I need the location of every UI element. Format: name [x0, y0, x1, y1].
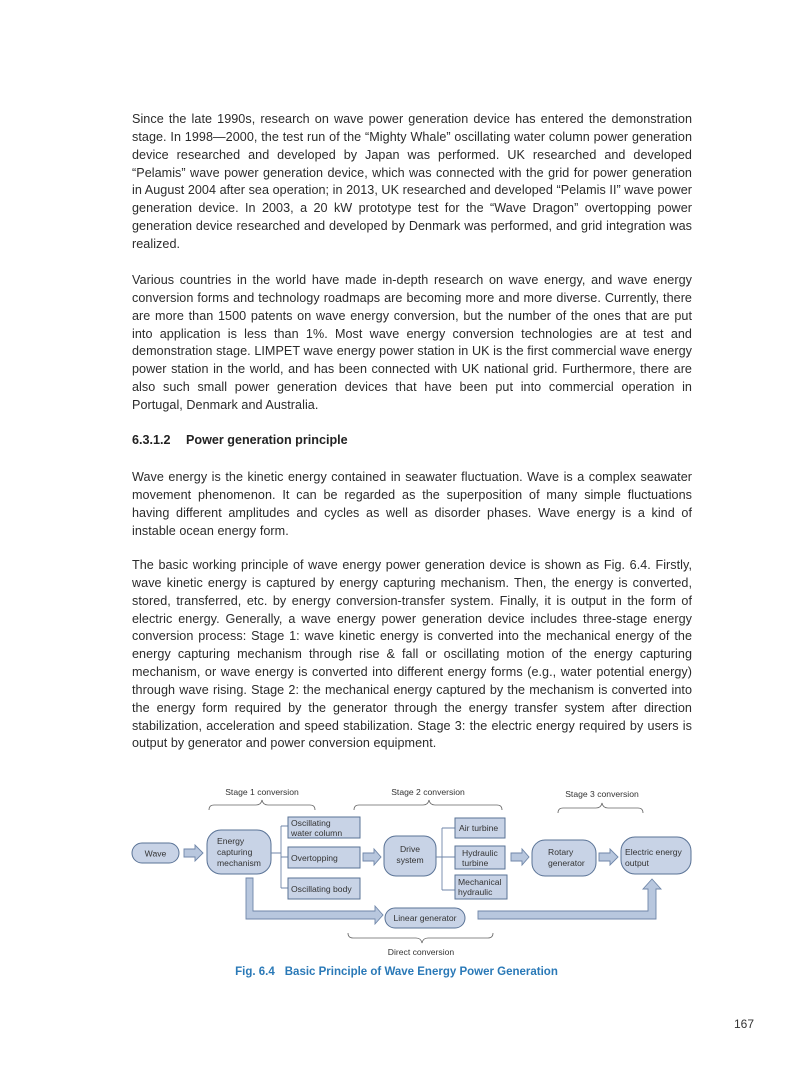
- arrow-to-rotary-generator: [511, 849, 529, 865]
- figure-label: Fig. 6.4: [235, 966, 275, 978]
- arrow-to-electric-output: [599, 849, 618, 865]
- node-air-turbine: [455, 818, 505, 838]
- stage1-brace: [209, 787, 315, 810]
- node-energy-capturing-mechanism: [207, 830, 271, 874]
- svg-text:Air turbine: Air turbine: [459, 823, 499, 833]
- svg-text:Electric energy: Electric energy: [625, 847, 682, 857]
- node-linear-generator: [385, 908, 465, 928]
- node-overtopping: [288, 847, 360, 868]
- figure-wave-energy-diagram: [0, 780, 793, 980]
- direct-conversion-label: Direct conversion: [387, 947, 455, 957]
- svg-text:mechanism: mechanism: [217, 858, 261, 868]
- stage2-label: Stage 2 conversion: [391, 787, 465, 797]
- node-oscillating-body: [288, 878, 360, 899]
- svg-text:generator: generator: [548, 858, 585, 868]
- stage2-brace: [354, 787, 502, 810]
- svg-text:Overtopping: Overtopping: [291, 853, 338, 863]
- svg-text:hydraulic: hydraulic: [458, 887, 493, 897]
- svg-text:Energy: Energy: [217, 836, 245, 846]
- node-wave: [132, 843, 179, 863]
- figure-caption-text: Basic Principle of Wave Energy Power Generation: [284, 966, 558, 978]
- node-oscillating-water-column: [288, 817, 360, 838]
- section-number: 6.3.1.2: [132, 433, 171, 447]
- paragraph-global-research: Various countries in the world have made in-depth research on wave energy, and wave energy conversion forms and technology roadmaps are becoming more and more diverse. Currently, there are more than 1500 patents on wave energy conversion, but the number of the ones that are put into application is less than 1%. Most wave energy conversion technologies are at test and demonstration stage. LIMPET wave energy power station in UK is the first commercial wave energy power station in the world, and has been connected with UK national grid. Furthermore, there are also such small power generation devices that have been put into commercial operation in Portugal, Denmark and Australia.: [132, 273, 692, 412]
- svg-text:Oscillating: Oscillating: [291, 818, 331, 828]
- stage3-brace: [558, 789, 643, 813]
- paragraph-working-principle: The basic working principle of wave energy power generation device is shown as Fig. 6.4. Firstly, wave kinetic energy is captured by energy capturing mechanism. Then, the energy is converted, stored, transferred, etc. by energy conversion-transfer system. Finally, it is output in the form of electric energy. Generally, a wave energy power generation device includes three-stage energy conversion process: Stage 1: wave kinetic energy is converted into the mechanical energy of the energy capturing mechanism through rise & fall or oscillating motion of the energy capturing mechanism, or wave energy is converted into different energy forms (e.g., water potential energy) through wave rising. Stage 2: the mechanical energy captured by the mechanism is converted into the energy form required by the generator through the energy transfer system after direction stabilization, acceleration and speed stabilization. Stage 3: the electric energy required by users is output by generator and power conversion equipment.: [132, 558, 692, 751]
- svg-text:system: system: [396, 855, 424, 865]
- paragraph-history: Since the late 1990s, research on wave power generation device has entered the demonstration stage. In 1998—2000, the test run of the “Mighty Whale” oscillating water column power generation device researched and developed by Japan was performed. UK researched and developed “Pelamis” wave power generation device, which was connected with the grid for power generation in August 2004 after sea operation; in 2013, UK researched and developed “Pelamis II” wave power generation device. In 2003, a 20 kW prototype test for the “Wave Dragon” overtopping power generation device researched and developed by Denmark was performed, and grid integration was realized.: [132, 112, 692, 251]
- node-drive-system: [384, 836, 436, 876]
- node-hydraulic-turbine: [455, 846, 505, 869]
- svg-text:output: output: [625, 858, 649, 868]
- section-heading: [132, 433, 348, 447]
- svg-text:turbine: turbine: [462, 858, 489, 868]
- svg-text:Mechanical: Mechanical: [458, 877, 502, 887]
- figure-caption: [0, 966, 793, 978]
- svg-text:Linear generator: Linear generator: [393, 913, 457, 923]
- svg-text:water column: water column: [291, 828, 343, 838]
- arrow-wave-to-capture: [184, 845, 203, 861]
- node-rotary-generator: [532, 840, 596, 876]
- page-number: 167: [734, 1017, 755, 1031]
- direct-conversion-brace: [348, 933, 493, 957]
- svg-text:Rotary: Rotary: [548, 847, 574, 857]
- svg-text:Oscillating body: Oscillating body: [291, 884, 352, 894]
- node-mechanical-hydraulic: [455, 875, 507, 899]
- stage3-label: Stage 3 conversion: [565, 789, 639, 799]
- section-title: Power generation principle: [186, 433, 348, 447]
- svg-text:Drive: Drive: [399, 844, 421, 854]
- arrow-to-drive-system: [363, 849, 381, 865]
- stage1-label: Stage 1 conversion: [225, 787, 299, 797]
- svg-text:capturing: capturing: [217, 847, 253, 857]
- svg-text:Wave: Wave: [144, 848, 167, 859]
- node-electric-energy-output: [621, 837, 691, 874]
- svg-text:Hydraulic: Hydraulic: [462, 848, 498, 858]
- paragraph-wave-energy: Wave energy is the kinetic energy contained in seawater fluctuation. Wave is a complex seawater movement phenomenon. It can be regarded as the superposition of many simple fluctuations having different amplitudes and cycles as well as disorder phases. Wave energy is a kind of instable ocean energy form.: [132, 470, 692, 538]
